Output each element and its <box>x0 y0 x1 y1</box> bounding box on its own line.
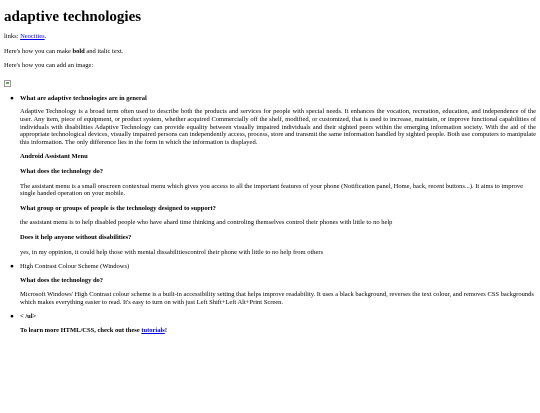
item2-answer-1: Microsoft Windows' High Contrast colour scheme is a built-in accessibility setting that helps improve readability. It uses a black background, reverses the text colour, and removes CSS backgrounds which makes everything easier to read. It's easy to turn on with just Left Shift+Left Alt+Print Screen. <box>20 291 534 306</box>
tutorials-link[interactable]: tutorials <box>141 327 165 335</box>
bullet-icon: ● <box>10 94 14 102</box>
tech-list <box>4 95 536 335</box>
neocities-link[interactable]: Neocities <box>20 33 45 40</box>
item1-question-2: What group or groups of people is the technology designed to support? <box>20 204 216 212</box>
page-title: adaptive technologies <box>4 9 142 25</box>
item1-question-3: Does it help anyone without disabilities? <box>20 233 132 241</box>
footer-suffix: ! <box>164 327 167 335</box>
list-item-adaptive <box>10 94 536 256</box>
item1-subtitle: Android Assistant Menu <box>20 153 88 161</box>
list-item-high-contrast <box>10 263 536 306</box>
bold-intro-line <box>4 48 536 56</box>
bold-intro-prefix: Here's how you can make <box>4 47 73 55</box>
item1-answer-3: yes, in my oppinion, it could help those with mental dissabilitiescontrol their phone with little to no help from others <box>20 248 324 256</box>
bullet-icon: ● <box>10 263 14 271</box>
broken-image-icon <box>4 80 11 87</box>
links-prefix: links: <box>4 33 21 40</box>
footer-line <box>20 327 536 335</box>
item3-title: < /ul> <box>20 313 37 321</box>
links-line <box>4 33 536 41</box>
footer-prefix: To learn more HTML/CSS, check out these <box>20 327 142 335</box>
item2-question-1: What does the technology do? <box>20 276 104 284</box>
item2-title: High Contrast Colour Scheme (Windows) <box>20 263 130 271</box>
page <box>0 8 540 335</box>
item1-title: What are adaptive technologies are in general <box>20 94 147 102</box>
item1-description: Adaptive Technology is a broad term often used to describe both the products and services for people with special needs. It enhances the vocation, recreation, education, and independence of the user. Any item, piece of equipment, or product system, whether acquired Commercially off the shelf, modified, or customized, that is used to increase, maintain, or improve functional capabilities of individuals with disabilities Adaptive Technology can provide equality between visually impaired individuals and their sighted peers within the emerging information society. With the aid of the appropriate technological devices, visually impaired persons can independently access, process, store and transmit the same information handled by sighted people. Both use computers to manipulate this information. The only difference lies in the form in which the information is displayed. <box>20 108 536 146</box>
item1-answer-1: The assistant menu is a small onscreen contextual menu which gives you access to all the important features of your phone (Notification panel, Home, back, recent buttons...). It aims to improve single handed operation on your mobile. <box>20 182 524 198</box>
item1-answer-2: the assistant menu is to help disabled people who have ahard time thinking and controling themselves control their phones with little to no help <box>20 219 393 227</box>
image-intro-line: Here's how you can add an image: <box>4 62 94 70</box>
item1-question-1: What does the technology do? <box>20 167 104 175</box>
list-item-ul-text <box>10 313 536 335</box>
bold-intro-suffix: and italic text. <box>84 47 124 55</box>
links-suffix: . <box>44 33 47 40</box>
bold-word: bold <box>72 47 85 55</box>
bullet-icon: ● <box>10 313 14 321</box>
